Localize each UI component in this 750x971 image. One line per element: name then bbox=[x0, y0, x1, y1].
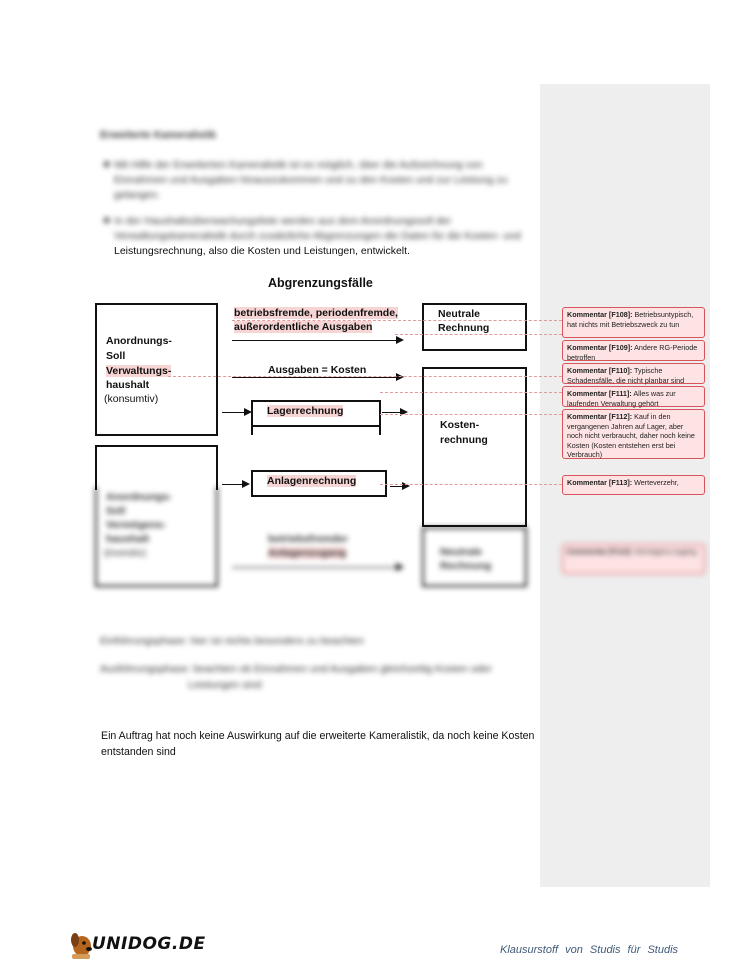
blur-flow-arrow bbox=[232, 567, 402, 568]
bullet-2-text-b: Verwaltungskameralistik durch zusätzliche Abgrenzungen die Daten für die Kosten- und bbox=[114, 230, 521, 242]
left-edge-lower bbox=[95, 445, 97, 490]
blur-right-label-1: Neutrale bbox=[440, 546, 483, 558]
comment-f108[interactable] bbox=[562, 307, 705, 338]
comment-f109[interactable] bbox=[562, 340, 705, 361]
right-mid-label-1: Kosten- bbox=[440, 419, 480, 431]
right-top-label-2: Rechnung bbox=[438, 322, 490, 334]
blur-left-label-1: Anordnungs- bbox=[106, 491, 172, 503]
comment-f110[interactable] bbox=[562, 363, 705, 384]
comment-text: Typische Schadensfälle, die nicht planbar sind bbox=[567, 366, 685, 385]
comment-text: Kauf in den vergangenen Jahren auf Lager, aber noch nicht verbraucht, daher noch keine Kosten (Kosten entstehen erst bei Verbrauch) bbox=[567, 412, 695, 459]
flow4-label: Anlagenrechnung bbox=[267, 475, 357, 487]
connector-f109 bbox=[395, 334, 562, 335]
bullet-2-text-visible: Leistungsrechnung, also die Kosten und Leistungen, entwickelt. bbox=[114, 245, 410, 257]
bullet-2-text-a: In der Haushaltsüberwachungsliste werden aus dem Anordnungssoll der bbox=[114, 215, 452, 227]
blur-left-label-5: (investiv) bbox=[104, 547, 147, 559]
flow3-label: Lagerrechnung bbox=[267, 405, 344, 417]
blur-flow-label-2: Anlagenzugang bbox=[268, 547, 347, 559]
lager-leg-right bbox=[379, 425, 381, 435]
right-mid-label-2: rechnung bbox=[440, 434, 488, 446]
comment-label: Kommentar [F108]: bbox=[567, 310, 633, 319]
blur-flow-label-1: betriebsfremder bbox=[268, 533, 348, 545]
lager-base bbox=[251, 425, 381, 427]
left-label-2: Soll bbox=[106, 350, 126, 362]
comment-text: Vermögens-zugang bbox=[634, 547, 697, 556]
connector-f110 bbox=[168, 376, 562, 377]
comment-f111[interactable] bbox=[562, 386, 705, 407]
comment-label: Kommentar [F110]: bbox=[567, 366, 633, 375]
closing-line-2: entstanden sind bbox=[101, 746, 176, 758]
closing-line-1: Ein Auftrag hat noch keine Auswirkung auf die erweiterte Kameralistik, da noch keine Kosten bbox=[101, 730, 535, 742]
left-label-1: Anordnungs- bbox=[106, 335, 172, 347]
bullet-paragraph-1 bbox=[102, 158, 534, 203]
lager-leg-left bbox=[251, 425, 253, 435]
flow1-label-line2: außerordentliche Ausgaben bbox=[234, 321, 373, 333]
comment-label: Kommentar [F109]: bbox=[567, 343, 633, 352]
connector-f112 bbox=[380, 414, 562, 415]
comment-text: Betriebsuntypisch, hat nichts mit Betriebszweck zu tun bbox=[567, 310, 694, 329]
comment-label: Kommentar [F114]: bbox=[567, 547, 633, 556]
comment-label: Kommentar [F112]: bbox=[567, 412, 633, 421]
logo-text: UNIDOG.DE bbox=[92, 934, 206, 954]
lager-out-arrow bbox=[382, 412, 406, 413]
blur-left-label-2: Soll bbox=[106, 505, 126, 517]
bullet-icon: ❖ bbox=[102, 159, 115, 171]
section-heading: Erweiterte Kameralistik bbox=[100, 129, 217, 141]
flow2-arrow bbox=[232, 377, 402, 378]
flow1-arrow bbox=[232, 340, 402, 341]
comment-f114[interactable] bbox=[562, 544, 705, 574]
anlagen-out-arrow bbox=[390, 486, 408, 487]
bullet-icon: ❖ bbox=[102, 215, 115, 227]
bullet-paragraph-2 bbox=[102, 214, 544, 229]
comment-text: Alles was zur laufenden Verwaltung gehört bbox=[567, 389, 676, 408]
anlagen-base bbox=[251, 495, 387, 497]
connector-f113 bbox=[380, 484, 562, 485]
footer-tagline: Klausurstoff von Studis für Studis bbox=[500, 944, 679, 956]
comment-label: Kommentar [F111]: bbox=[567, 389, 632, 398]
flow2-label: Ausgaben = Kosten bbox=[268, 364, 367, 376]
blur-left-label-4: haushalt bbox=[106, 533, 150, 545]
left-edge-lower-right bbox=[216, 445, 218, 490]
left-divider bbox=[95, 445, 218, 447]
left-label-4: haushalt bbox=[106, 379, 150, 391]
bullet-1-text: Mit Hilfe der Erweiterten Kameralistik ist es möglich, über die Aufzeichnung von Einnahmen und Ausgaben hinauszukommen und zu den Kosten und zur Leistung zu gelangen. bbox=[114, 159, 508, 201]
right-top-label-1: Neutrale bbox=[438, 308, 481, 320]
diagram-title: Abgrenzungsfälle bbox=[268, 276, 373, 290]
connector-f108 bbox=[232, 320, 562, 321]
left-label-5: (konsumtiv) bbox=[104, 393, 159, 405]
phase-1-text: Einführungsphase: hier ist nichts besonders zu beachten bbox=[100, 635, 364, 647]
comment-f112[interactable] bbox=[562, 409, 705, 459]
comment-f113[interactable] bbox=[562, 475, 705, 495]
lager-in-arrow bbox=[222, 412, 250, 413]
connector-f111 bbox=[380, 392, 562, 393]
comment-text: Werteverzehr, bbox=[634, 478, 679, 487]
comment-label: Kommentar [F113]: bbox=[567, 478, 633, 487]
left-label-3: Verwaltungs- bbox=[106, 365, 172, 377]
phase-2-text-a: Ausführungsphase: beachten ob Einnahmen und Ausgaben gleichzeitig Kosten oder bbox=[100, 663, 492, 675]
blur-left-label-3: Vermögens- bbox=[106, 519, 167, 531]
flow1-label-line1: betriebsfremde, periodenfremde, bbox=[234, 307, 398, 319]
phase-2-text-b: Leistungen sind bbox=[188, 679, 262, 691]
blur-right-label-2: Rechnung bbox=[440, 560, 492, 572]
anlagen-in-arrow bbox=[222, 484, 248, 485]
unidog-logo bbox=[66, 928, 206, 960]
comment-text: Andere RG-Periode betroffen bbox=[567, 343, 698, 362]
